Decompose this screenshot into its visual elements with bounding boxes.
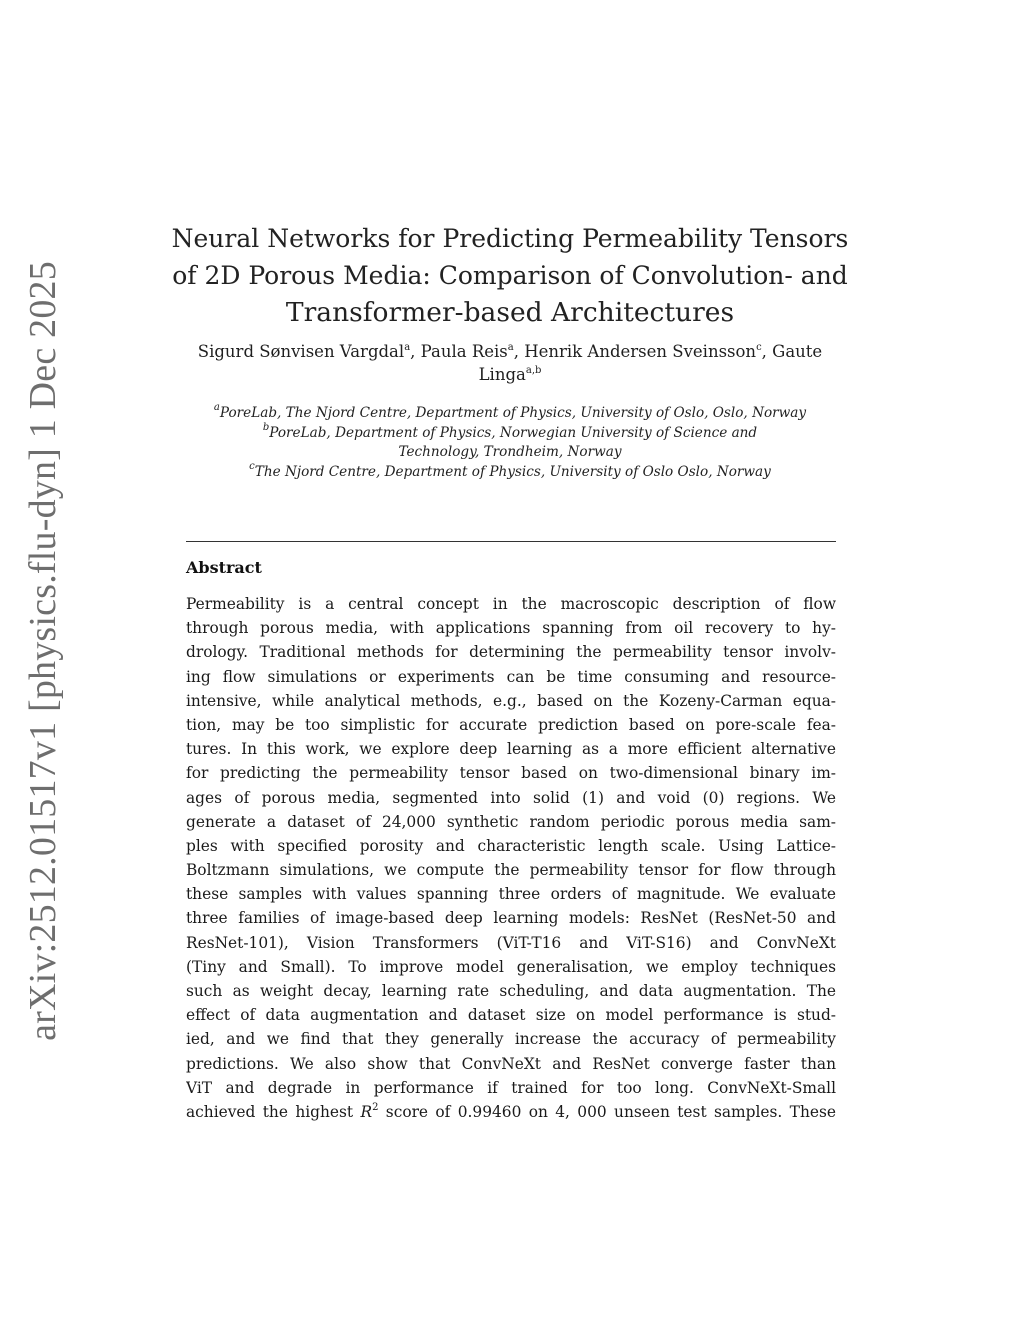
affiliation-mark: a,b [525,365,542,376]
abstract-line: drology. Traditional methods for determining the permeability tensor involv- [186,643,836,662]
abstract-line: ied, and we find that they generally increase the accuracy of permeability [186,1030,836,1049]
title-line: of 2D Porous Media: Comparison of Convolution- and [172,260,848,290]
affiliation-list [170,404,850,482]
affiliation-mark: a [507,342,514,353]
math-symbol: R [360,1102,373,1121]
abstract-line: effect of data augmentation and dataset size on model performance is stud- [186,1006,836,1025]
abstract-line: ing flow simulations or experiments can be time consuming and resource- [186,667,836,686]
paper-title [170,220,850,331]
title-line: Neural Networks for Predicting Permeability Tensors [171,223,849,253]
author-name: , Henrik Andersen Sveinsson [513,342,757,361]
arxiv-identifier: arXiv:2512.01517v1 [physics.flu-dyn] 1 Dec 2025 [22,261,64,1041]
abstract-line: Boltzmann simulations, we compute the permeability tensor for flow through [186,861,836,880]
abstract-line: three families of image-based deep learning models: ResNet (ResNet-50 and [186,909,836,928]
abstract-line: generate a dataset of 24,000 synthetic random periodic porous media sam- [186,812,836,831]
author-list [170,340,850,386]
abstract-line: ages of porous media, segmented into solid (1) and void (0) regions. We [186,788,836,807]
abstract-line: through porous media, with applications spanning from oil recovery to hy- [186,619,836,638]
author-name: , Gaute [761,342,823,361]
abstract-body [186,592,836,1124]
affiliation-text: Technology, Trondheim, Norway [398,444,622,461]
abstract-line: Permeability is a central concept in the macroscopic description of flow [186,595,836,613]
math-exponent: 2 [372,1101,379,1113]
abstract-line [186,1100,836,1124]
affiliation-mark: c [756,342,762,353]
abstract-text: score of 0.99460 on 4, 000 unseen test samples. These [378,1102,836,1121]
affiliation-mark: b [262,421,270,433]
author-line [170,340,850,363]
affiliation [170,404,850,424]
affiliation-mark: a [213,402,220,413]
section-divider [186,541,836,542]
affiliation [170,443,850,463]
abstract-line: (Tiny and Small). To improve model generalisation, we employ techniques [186,957,836,976]
affiliation [170,421,850,444]
abstract-line: tion, may be too simplistic for accurate prediction based on pore-scale fea- [186,715,836,734]
affiliation-mark: c [249,460,255,472]
abstract-line: ViT and degrade in performance if trained for too long. ConvNeXt-Small [186,1078,836,1097]
abstract-line: predictions. We also show that ConvNeXt and ResNet converge faster than [186,1054,836,1073]
abstract-line: ResNet-101), Vision Transformers (ViT-T16 and ViT-S16) and ConvNeXt [186,933,836,952]
author-name: Linga [478,365,526,384]
abstract-heading: Abstract [186,558,262,577]
abstract-line: ples with specified porosity and characteristic length scale. Using Lattice- [186,836,836,855]
abstract-line: such as weight decay, learning rate scheduling, and data augmentation. The [186,982,836,1000]
abstract-line: tures. In this work, we explore deep learning as a more efficient alternative [186,740,836,759]
abstract-line: for predicting the permeability tensor based on two-dimensional binary im- [186,764,836,783]
author-name: , Paula Reis [410,342,508,361]
affiliation-text: PoreLab, The Njord Centre, Department of Physics, University of Oslo, Oslo, Norway [219,405,807,421]
affiliation-mark: a [404,342,411,353]
abstract-line: intensive, while analytical methods, e.g., based on the Kozeny-Carman equa- [186,691,836,710]
affiliation [170,460,850,483]
title-line: Transformer-based Architectures [285,296,735,328]
affiliation-text: The Njord Centre, Department of Physics, University of Oslo Oslo, Norway [254,463,771,480]
author-name: Sigurd Sønvisen Vargdal [197,342,405,361]
abstract-line: these samples with values spanning three orders of magnitude. We evaluate [186,885,836,904]
abstract-text: achieved the highest [186,1102,361,1121]
affiliation-text: PoreLab, Department of Physics, Norwegian University of Science and [269,424,758,441]
author-line [170,363,850,386]
